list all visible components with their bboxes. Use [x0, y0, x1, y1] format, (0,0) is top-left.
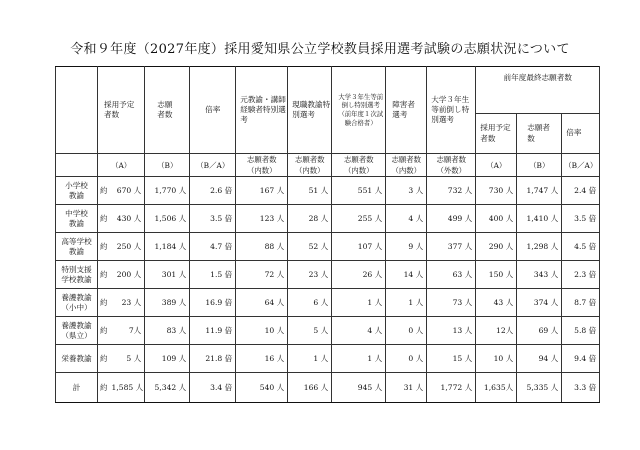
current-teacher-count: 6 人	[288, 289, 332, 317]
table-row	[56, 177, 600, 205]
current-teacher-count: 1 人	[288, 345, 332, 373]
table-row	[56, 261, 600, 289]
disability-count: 14 人	[386, 261, 427, 289]
former-teacher-count: 72 人	[236, 261, 288, 289]
early-prev-count: 1 人	[332, 345, 386, 373]
unit-prev-ratio: （B／A）	[562, 154, 600, 177]
total-applicants: 5,342 人	[145, 373, 190, 403]
prev-applicant-count: 69 人	[517, 317, 562, 345]
former-teacher-count: 88 人	[236, 233, 288, 261]
early-count: 13 人	[427, 317, 476, 345]
disability-count: 0 人	[386, 345, 427, 373]
early-count: 15 人	[427, 345, 476, 373]
disability-count: 1 人	[386, 289, 427, 317]
prev-applicant-count: 1,298 人	[517, 233, 562, 261]
header-prev-ratio: 倍率	[562, 114, 600, 154]
early-prev-count: 26 人	[332, 261, 386, 289]
row-label: 養護教諭（県立）	[56, 317, 98, 345]
disability-count: 0 人	[386, 317, 427, 345]
unit-b: （B）	[145, 154, 190, 177]
prev-ratio-value: 2.4 倍	[562, 177, 600, 205]
former-teacher-count: 10 人	[236, 317, 288, 345]
total-former-teacher: 540 人	[236, 373, 288, 403]
early-count: 73 人	[427, 289, 476, 317]
unit-prev-b: （B）	[517, 154, 562, 177]
approx-mark: 約	[98, 233, 112, 261]
prev-applicant-count: 1,410 人	[517, 205, 562, 233]
total-prev-applicants: 5,335 人	[517, 373, 562, 403]
row-label: 高等学校教諭	[56, 233, 98, 261]
prev-ratio-value: 3.5 倍	[562, 205, 600, 233]
unit-blank	[56, 154, 98, 177]
header-disability: 障害者選考	[386, 67, 427, 154]
prev-applicant-count: 1,747 人	[517, 177, 562, 205]
current-teacher-count: 23 人	[288, 261, 332, 289]
prev-ratio-value: 9.4 倍	[562, 345, 600, 373]
table-row	[56, 205, 600, 233]
header-planned: 採用予定者数	[98, 67, 145, 154]
approx-mark: 約	[98, 317, 112, 345]
unit-a: （A）	[98, 154, 145, 177]
prev-planned-count: 150 人	[476, 261, 517, 289]
early-count: 732 人	[427, 177, 476, 205]
prev-planned-count: 12人	[476, 317, 517, 345]
header-ratio: 倍率	[190, 67, 236, 154]
early-count: 63 人	[427, 261, 476, 289]
table-row	[56, 289, 600, 317]
applicant-count: 83 人	[145, 317, 190, 345]
unit-ratio: （B／A）	[190, 154, 236, 177]
header-blank	[56, 67, 98, 154]
header-prev-planned: 採用予定者数	[476, 114, 517, 154]
prev-planned-count: 290 人	[476, 233, 517, 261]
early-prev-count: 4 人	[332, 317, 386, 345]
early-count: 499 人	[427, 205, 476, 233]
early-prev-count: 107 人	[332, 233, 386, 261]
header-prev-year: 前年度最終志願者数	[476, 67, 600, 114]
planned-count: 430 人	[112, 205, 145, 233]
total-row	[56, 373, 600, 403]
early-prev-count: 255 人	[332, 205, 386, 233]
disability-count: 3 人	[386, 177, 427, 205]
planned-count: 250 人	[112, 233, 145, 261]
row-label: 小学校教諭	[56, 177, 98, 205]
planned-count: 7人	[112, 317, 145, 345]
table-row	[56, 317, 600, 345]
disability-count: 4 人	[386, 205, 427, 233]
total-early-prev: 945 人	[332, 373, 386, 403]
header-early-prev: 大学３年生等前倒し特別選考（前年度１次試験合格者）	[332, 67, 386, 154]
prev-ratio-value: 8.7 倍	[562, 289, 600, 317]
header-former-teacher: 元教諭・講師経験者特別選考	[236, 67, 288, 154]
planned-count: 5 人	[112, 345, 145, 373]
current-teacher-count: 52 人	[288, 233, 332, 261]
prev-applicant-count: 343 人	[517, 261, 562, 289]
unit-s2: 志願者数 （内数）	[288, 154, 332, 177]
approx-mark: 約	[98, 289, 112, 317]
ratio-value: 16.9 倍	[190, 289, 236, 317]
ratio-value: 21.8 倍	[190, 345, 236, 373]
planned-count: 670 人	[112, 177, 145, 205]
current-teacher-count: 28 人	[288, 205, 332, 233]
total-prev-planned: 1,635人	[476, 373, 517, 403]
total-disability: 31 人	[386, 373, 427, 403]
prev-applicant-count: 374 人	[517, 289, 562, 317]
prev-planned-count: 10 人	[476, 345, 517, 373]
planned-count: 200 人	[112, 261, 145, 289]
ratio-value: 1.5 倍	[190, 261, 236, 289]
unit-s3: 志願者数 （内数）	[332, 154, 386, 177]
unit-s1: 志願者数 （内数）	[236, 154, 288, 177]
applicant-count: 109 人	[145, 345, 190, 373]
total-early: 1,772 人	[427, 373, 476, 403]
former-teacher-count: 123 人	[236, 205, 288, 233]
approx-mark: 約	[98, 345, 112, 373]
row-label: 栄養教諭	[56, 345, 98, 373]
ratio-value: 3.5 倍	[190, 205, 236, 233]
early-count: 377 人	[427, 233, 476, 261]
page-title: 令和９年度（2027年度）採用愛知県公立学校教員採用選考試験の志願状況について	[70, 42, 570, 57]
total-ratio: 3.4 倍	[190, 373, 236, 403]
prev-ratio-value: 4.5 倍	[562, 233, 600, 261]
unit-s4: 志願者数 （内数）	[386, 154, 427, 177]
applicant-count: 389 人	[145, 289, 190, 317]
planned-count: 23 人	[112, 289, 145, 317]
former-teacher-count: 64 人	[236, 289, 288, 317]
total-planned: 1,585 人	[112, 373, 145, 403]
approx-mark: 約	[98, 261, 112, 289]
unit-s5: 志願者数 （外数）	[427, 154, 476, 177]
applicant-count: 1,770 人	[145, 177, 190, 205]
row-label: 養護教諭（小中）	[56, 289, 98, 317]
application-status-table	[55, 66, 600, 403]
header-applicants: 志願者数	[145, 67, 190, 154]
header-prev-applicants: 志願者数	[517, 114, 562, 154]
ratio-value: 4.7 倍	[190, 233, 236, 261]
row-label: 特別支援学校教諭	[56, 261, 98, 289]
prev-ratio-value: 5.8 倍	[562, 317, 600, 345]
prev-planned-count: 400 人	[476, 205, 517, 233]
row-label: 中学校教諭	[56, 205, 98, 233]
prev-planned-count: 43 人	[476, 289, 517, 317]
approx-mark: 約	[98, 205, 112, 233]
unit-prev-a: （A）	[476, 154, 517, 177]
current-teacher-count: 51 人	[288, 177, 332, 205]
applicant-count: 301 人	[145, 261, 190, 289]
current-teacher-count: 5 人	[288, 317, 332, 345]
applicant-count: 1,184 人	[145, 233, 190, 261]
prev-planned-count: 730 人	[476, 177, 517, 205]
ratio-value: 11.9 倍	[190, 317, 236, 345]
approx-mark: 約	[98, 177, 112, 205]
approx-mark: 約	[98, 373, 112, 403]
prev-applicant-count: 94 人	[517, 345, 562, 373]
header-current-teacher: 現職教諭特別選考	[288, 67, 332, 154]
table-row	[56, 233, 600, 261]
header-early: 大学３年生等前倒し特別選考	[427, 67, 476, 154]
table-row	[56, 345, 600, 373]
ratio-value: 2.6 倍	[190, 177, 236, 205]
early-prev-count: 1 人	[332, 289, 386, 317]
disability-count: 9 人	[386, 233, 427, 261]
total-current-teacher: 166 人	[288, 373, 332, 403]
total-prev-ratio: 3.3 倍	[562, 373, 600, 403]
applicant-count: 1,506 人	[145, 205, 190, 233]
former-teacher-count: 16 人	[236, 345, 288, 373]
prev-ratio-value: 2.3 倍	[562, 261, 600, 289]
early-prev-count: 551 人	[332, 177, 386, 205]
total-label: 計	[56, 373, 98, 403]
former-teacher-count: 167 人	[236, 177, 288, 205]
